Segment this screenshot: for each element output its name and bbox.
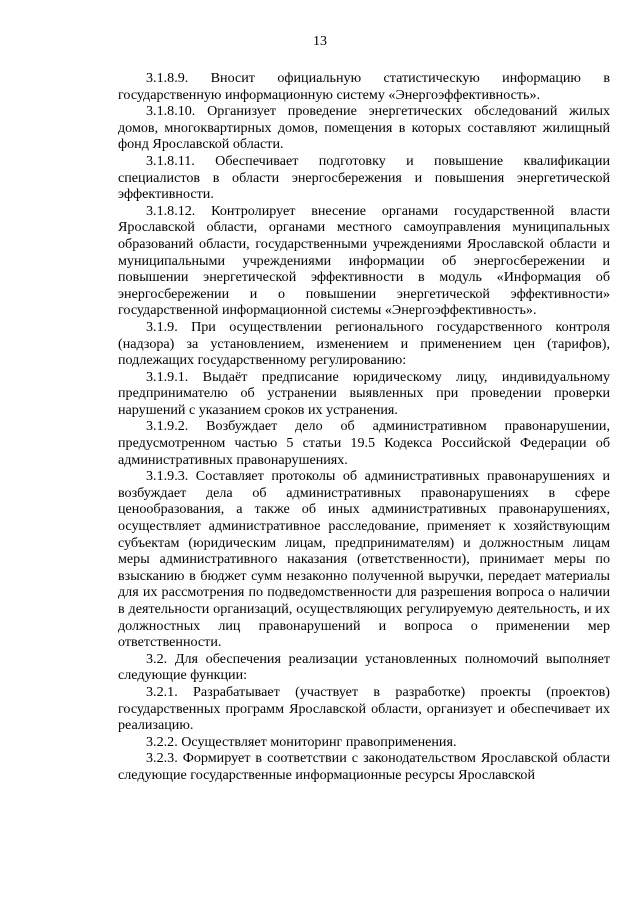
page-number: 13 [313,34,327,49]
paragraph-3-1-9-2: 3.1.9.2. Возбуждает дело об административном правонарушении, предусмотренном частью 5 статьи 19.5 Кодекса Российской Федерации об административных правонарушениях. [118,418,610,468]
paragraph-3-1-9-1: 3.1.9.1. Выдаёт предписание юридическому лицу, индивидуальному предпринимателю об устранении выявленных при проведении проверки нарушений с указанием сроков их устранения. [118,368,610,418]
paragraph-3-1-8-12: 3.1.8.12. Контролирует внесение органами государственной власти Ярославской области, органами местного самоуправления муниципальных образований области, государственными учреждениями Ярославской области и муниципальными учреждениями информации об энергосбережении и повышении энергетической эффективности в модуль «Информация об энергосбережении и о повышении энергетической эффективности» государственной информационной системы «Энергоэффективность». [118,202,610,319]
paragraph-3-1-9-3: 3.1.9.3. Составляет протоколы об административных правонарушениях и возбуждает дела об административных правонарушениях в сфере ценообразования, а также об иных административных правонарушениях, осуществляет административное расследование, применяет к хозяйствующим субъектам (юридическим лицам, предпринимателям) и должностным лицам меры административного наказания (ответственности), принимает меры по взысканию в бюджет сумм незаконно полученной выручки, передает материалы для их рассмотрения по подведомственности для разрешения вопроса о наличии в деятельности организаций, осуществляющих регулируемую деятельность, и их должностных лиц правонарушений и вопроса о применении мер ответственности. [118,468,610,651]
paragraph-3-1-8-11: 3.1.8.11. Обеспечивает подготовку и повышение квалификации специалистов в области энергосбережения и повышения энергетической эффективности. [118,152,610,203]
paragraph-3-2-1: 3.2.1. Разрабатывает (участвует в разработке) проекты (проектов) государственных программ Ярославской области, организует и обеспечивает их реализацию. [118,683,610,734]
paragraph-3-2-3: 3.2.3. Формирует в соответствии с законодательством Ярославской области следующие государственные информационные ресурсы Ярославской [118,750,610,783]
paragraph-3-1-8-9: 3.1.8.9. Вносит официальную статистическую информацию в государственную информационную систему «Энергоэффективность». [118,70,610,103]
document-body [118,70,610,784]
paragraph-3-1-9: 3.1.9. При осуществлении регионального государственного контроля (надзора) за установлением, изменением и применением цен (тарифов), подлежащих государственному регулированию: [118,318,610,369]
paragraph-3-2: 3.2. Для обеспечения реализации установленных полномочий выполняет следующие функции: [118,650,610,684]
paragraph-3-1-8-10: 3.1.8.10. Организует проведение энергетических обследований жилых домов, многоквартирных домов, помещения в которых составляют жилищный фонд Ярославской области. [118,103,610,153]
paragraph-3-2-2: 3.2.2. Осуществляет мониторинг правоприменения. [146,733,457,750]
